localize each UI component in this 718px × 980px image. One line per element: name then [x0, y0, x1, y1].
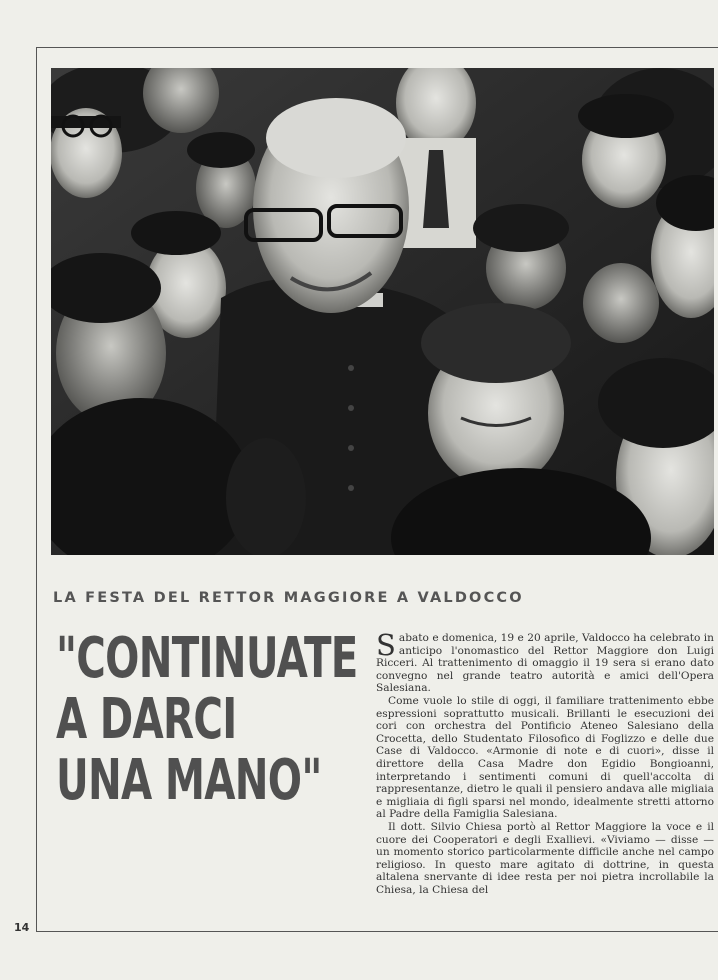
article-paragraph-1-text: abato e domenica, 19 e 20 aprile, Valdocco ha celebrato in anticipo l'onomastico del Rettor Maggiore don Luigi Ricceri. Al trattenimento di omaggio il 19 sera si erano dato convegno nel grande teatro autorità e amici dell'Opera Salesiana. [376, 632, 714, 695]
headline [56, 626, 358, 813]
headline-line-3: UNA MANO" [56, 748, 322, 813]
headline-line-2: A DARCI [56, 687, 237, 752]
article-paragraph-2: Come vuole lo stile di oggi, il familiare trattenimento ebbe espressioni soprattutto musicali. Brillanti le esecuzioni dei cori con orchestra del Pontificio Ateneo Salesiano della Crocetta, dello Studentato Filosofico di Foglizzo e delle due Case di Valdocco. «Armonie di note e di cuori», disse il direttore della Casa Madre don Egidio Bongioanni, interpretando i sentimenti comuni di quell'accolta di rappresentanze, dietro le quali il pensiero andava alle migliaia e migliaia di figli sparsi nel mondo, idealmente stretti attorno al Padre della Famiglia Salesiana. [376, 694, 714, 821]
headline-line-1: "CONTINUATE [56, 626, 358, 691]
drop-cap: S [376, 628, 396, 662]
photo-priest-with-boys [51, 68, 714, 555]
page-number: 14 [14, 921, 30, 934]
section-kicker: LA FESTA DEL RETTOR MAGGIORE A VALDOCCO [53, 590, 524, 606]
article-paragraph-1 [376, 628, 714, 695]
article-body [376, 628, 714, 896]
crowd-photo-image [51, 68, 714, 555]
article-paragraph-3: Il dott. Silvio Chiesa portò al Rettor Maggiore la voce e il cuore dei Cooperatori e degli Exallievi. «Viviamo — disse — un momento storico particolarmente difficile anche nel campo religioso. In questo mare agitato di dottrine, in questa altalena snervante di idee resta per noi pietra incrollabile la Chiesa, la Chiesa del [376, 820, 714, 896]
